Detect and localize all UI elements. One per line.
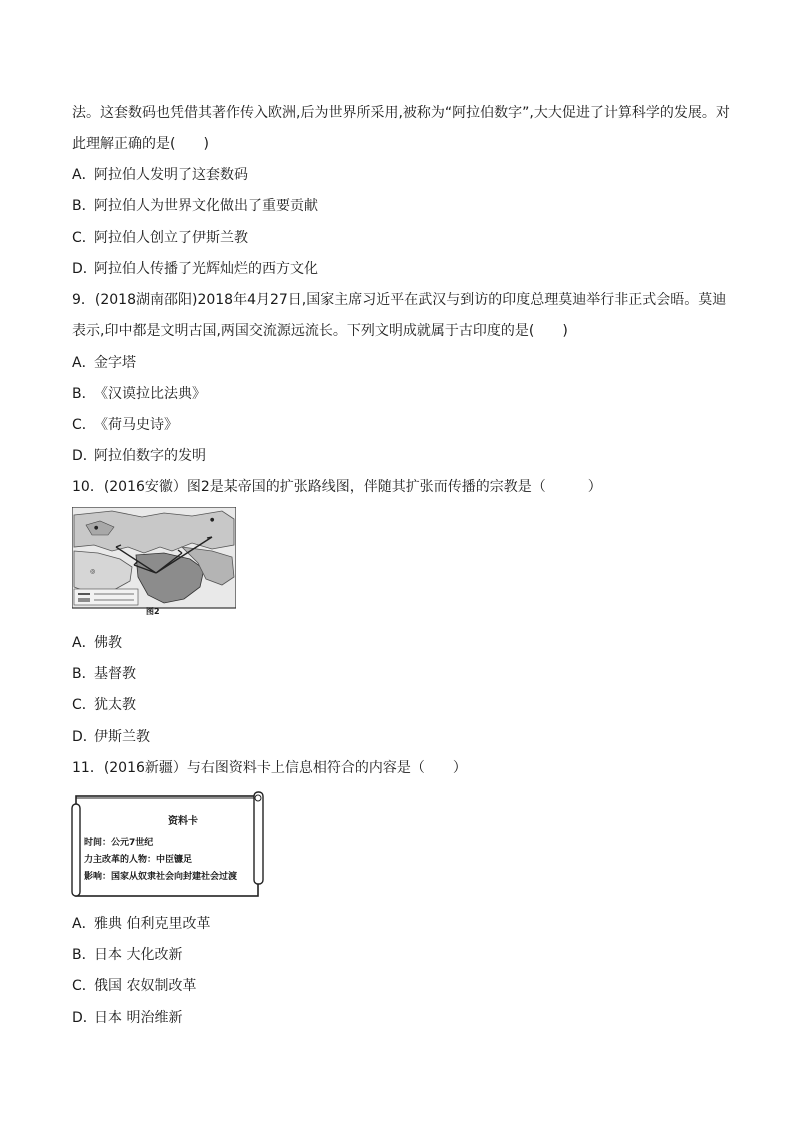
q10-stem: 10．(2016安徽）图2是某帝国的扩张路线图，伴随其扩张而传播的宗教是（ ） [72,479,602,495]
q11-option-a: A．雅典 伯利克里改革 [72,916,211,932]
q10-option-a: A．佛教 [72,635,122,651]
q9-option-c: C．《荷马史诗》 [72,417,178,433]
q9-option-d: D．阿拉伯数字的发明 [72,448,206,464]
q8-stem-line2: 此理解正确的是( ) [72,136,209,152]
card-line-person: 力主改革的人物：中臣镰足 [84,855,193,865]
q11-stem: 11．(2016新疆）与右图资料卡上信息相符合的内容是（ ） [72,760,467,776]
card-title: 资料卡 [168,816,198,827]
q11-option-b: B．日本 大化改新 [72,947,183,963]
expansion-map-figure [72,507,236,620]
q11-option-c: C．俄国 农奴制改革 [72,978,197,994]
q9-stem-line2: 表示,印中都是文明古国,两国交流源远流长。下列文明成就属于古印度的是( ) [72,323,568,339]
q8-stem-line1: 法。这套数码也凭借其著作传入欧洲,后为世界所采用,被称为“阿拉伯数字”,大大促进了计算科学的发展。对 [72,105,730,121]
q10-option-b: B．基督教 [72,666,136,682]
q11-option-d: D．日本 明治维新 [72,1010,183,1026]
info-card-figure [70,790,265,900]
card-line-time: 时间：公元7世纪 [84,838,154,848]
q10-option-c: C．犹太教 [72,697,136,713]
q9-option-a: A．金字塔 [72,355,136,371]
q8-option-b: B．阿拉伯人为世界文化做出了重要贡献 [72,198,318,214]
card-line-impact: 影响：国家从奴隶社会向封建社会过渡 [84,872,238,882]
svg-text:●: ● [210,517,215,523]
figure-caption: 图2 [146,607,160,616]
q10-option-d: D．伊斯兰教 [72,729,150,745]
q9-stem-line1: 9．(2018湖南邵阳)2018年4月27日,国家主席习近平在武汉与到访的印度总理莫迪举行非正式会晤。莫迪 [72,292,727,308]
svg-text:●: ● [94,525,99,531]
q8-option-a: A．阿拉伯人发明了这套数码 [72,167,248,183]
q9-option-b: B．《汉谟拉比法典》 [72,386,206,402]
q8-option-c: C．阿拉伯人创立了伊斯兰教 [72,230,248,246]
expansion-map-image [72,507,236,620]
svg-text:◎: ◎ [90,568,96,575]
q8-option-d: D．阿拉伯人传播了光辉灿烂的西方文化 [72,261,318,277]
